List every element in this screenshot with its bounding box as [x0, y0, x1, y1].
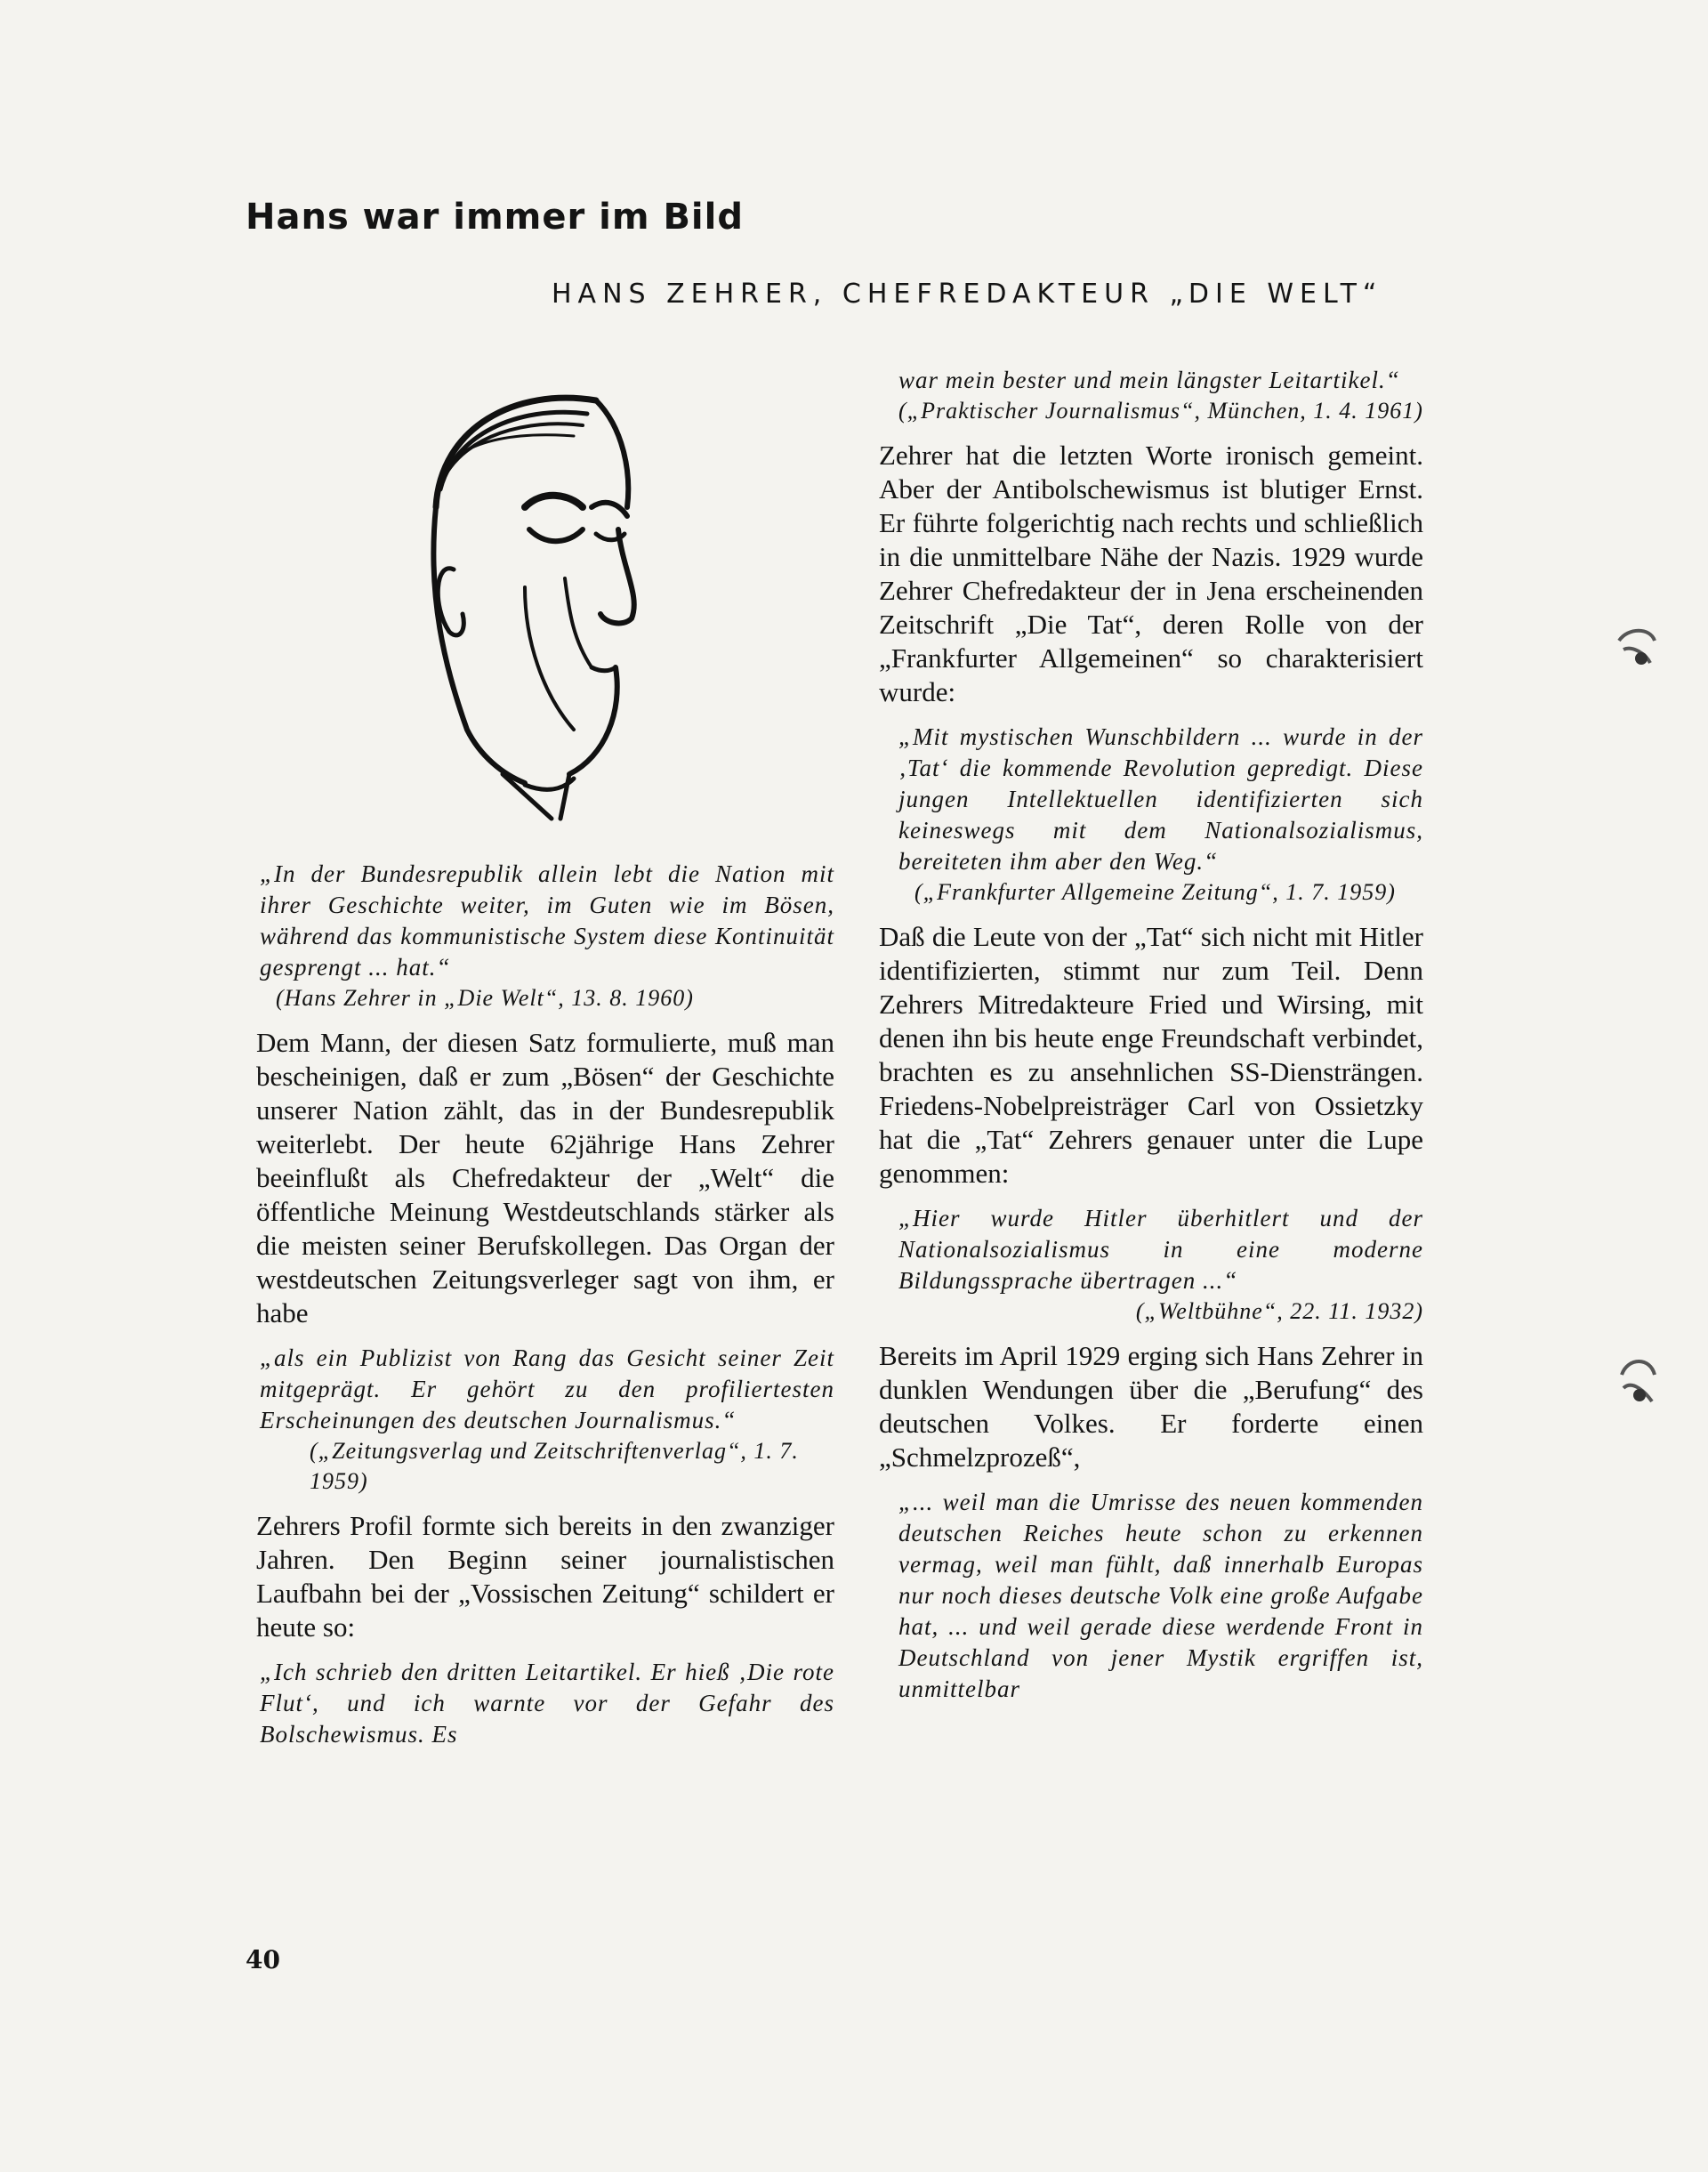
quote-block: „Ich schrieb den dritten Leitartikel. Er hieß ‚Die rote Flut‘, und ich warnte vor der Gefahr des Bolschewismus. Es	[260, 1659, 834, 1748]
body-paragraph: Daß die Leute von der „Tat“ sich nicht mit Hitler identifizierten, stimmt nur zum Teil. Denn Zehrers Mitredakteure Fried und Wirsing, mit denen ihn bis heute enge Freundschaft verbindet, brachten es zu ansehnlichen SS-Diensträngen. Friedens-Nobelpreisträger Carl von Ossietzky hat die „Tat“ Zehrers genauer unter die Lupe genommen:	[879, 921, 1423, 1189]
quote-block: „In der Bundesrepublik allein lebt die Nation mit ihrer Geschichte weiter, im Guten wie im Bösen, während das kommunistische System diese Kontinuität gesprengt ... hat.“	[260, 860, 834, 981]
quote-continuation: war mein bester und mein längster Leitartikel.“	[898, 367, 1400, 393]
quote-source: („Praktischer Journalismus“, München, 1. 4. 1961)	[898, 398, 1423, 424]
scan-blot-icon	[1615, 623, 1659, 676]
body-paragraph: Dem Mann, der diesen Satz formulierte, muß man bescheinigen, daß er zum „Bösen“ der Geschichte unserer Nation zählt, das in der Bundesrepublik weiterlebt. Der heute 62jährige Hans Zehrer beeinflußt als Chefredakteur der „Welt“ die öffentliche Meinung Westdeutschlands stärker als die meisten seiner Berufskollegen. Das Organ der westdeutschen Zeitungsverleger sagt von ihm, er habe	[256, 1027, 834, 1328]
caricature-portrait-icon	[418, 374, 649, 836]
quote-block: „als ein Publizist von Rang das Gesicht seiner Zeit mitgeprägt. Er gehört zu den profiliertesten Erscheinungen des deutschen Journalismus.“	[260, 1344, 834, 1433]
left-column	[256, 859, 834, 1750]
page-title: Hans war immer im Bild	[246, 197, 744, 238]
quote-source: (Hans Zehrer in „Die Welt“, 13. 8. 1960)	[276, 985, 694, 1011]
article-subtitle: HANS ZEHRER, CHEFREDAKTEUR „DIE WELT“	[552, 279, 1383, 310]
body-paragraph: Zehrer hat die letzten Worte ironisch gemeint. Aber der Antibolschewismus ist blutiger Ernst. Er führte folgerichtig nach rechts und schließlich in die unmittelbare Nähe der Nazis. 1929 wurde Zehrer Chefredakteur der in Jena erscheinenden Zeitschrift „Die Tat“, deren Rolle von der „Frankfurter Allgemeinen“ so charakterisiert wurde:	[879, 440, 1423, 707]
quote-source: („Weltbühne“, 22. 11. 1932)	[1135, 1298, 1423, 1324]
quote-source: („Frankfurter Allgemeine Zeitung“, 1. 7. 1959)	[914, 879, 1396, 905]
quote-source: („Zeitungsverlag und Zeitschriftenverlag“, 1. 7. 1959)	[310, 1438, 799, 1494]
body-paragraph: Bereits im April 1929 erging sich Hans Zehrer in dunklen Wendungen über die „Berufung“ des deutschen Volkes. Er forderte einen „Schmelzprozeß“,	[879, 1340, 1423, 1473]
page-number: 40	[246, 1945, 280, 1974]
quote-block: „Hier wurde Hitler überhitlert und der Nationalsozialismus in eine moderne Bildungssprache übertragen ...“	[898, 1205, 1423, 1294]
quote-block: „... weil man die Umrisse des neuen kommenden deutschen Reiches heute schon zu erkennen vermag, weil man fühlt, daß innerhalb Europas nur noch dieses deutsche Volk eine große Aufgabe hat, ... und weil gerade diese werdende Front in Deutschland von jener Mystik ergriffen ist, unmittelbar	[898, 1489, 1423, 1702]
body-paragraph: Zehrers Profil formte sich bereits in den zwanziger Jahren. Den Beginn seiner journalistischen Laufbahn bei der „Vossischen Zeitung“ schildert er heute so:	[256, 1510, 834, 1643]
scan-blot-icon	[1615, 1352, 1659, 1415]
right-column	[879, 365, 1423, 1705]
quote-block: „Mit mystischen Wunschbildern ... wurde in der ‚Tat‘ die kommende Revolution gepredigt. Diese jungen Intellektuellen identifizierten sich keineswegs mit dem Nationalsozialismus, bereiteten ihm aber den Weg.“	[898, 723, 1423, 875]
